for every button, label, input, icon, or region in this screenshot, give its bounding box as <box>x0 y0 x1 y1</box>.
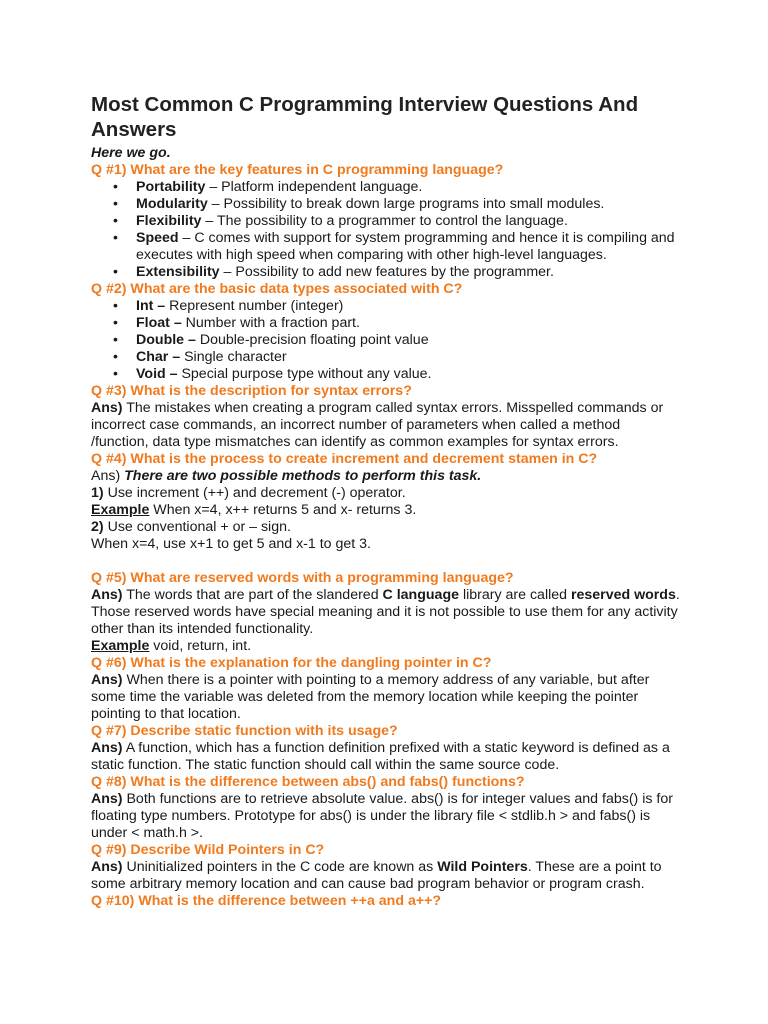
data-type-list <box>91 298 681 383</box>
answer-3: Ans) The mistakes when creating a program called syntax errors. Misspelled commands or incorrect case commands, an incorrect number of parameters when called a method /function, data type mismatches can identify as common examples for syntax errors. <box>91 400 664 450</box>
list-item: • Char – Single character <box>91 349 681 366</box>
list-item: • Flexibility – The possibility to a programmer to control the language. <box>91 213 681 230</box>
list-item: • Void – Special purpose type without any value. <box>91 366 681 383</box>
answer-4-step-2: 2) Use conventional + or – sign. <box>91 519 291 535</box>
intro-text: Here we go. <box>91 145 171 161</box>
list-item: • Portability – Platform independent language. <box>91 179 681 196</box>
feature-list <box>91 179 681 281</box>
answer-5-example: Example void, return, int. <box>91 638 252 654</box>
answer-4-example: Example When x=4, x++ returns 5 and x- returns 3. <box>91 502 417 518</box>
list-item: • Int – Represent number (integer) <box>91 298 681 315</box>
list-item: • Speed – C comes with support for system programming and hence it is compiling and executes with high speed when comparing with other high-level languages. <box>91 230 681 264</box>
answer-4-step-1: 1) Use increment (++) and decrement (-) operator. <box>91 485 406 501</box>
answer-7: Ans) A function, which has a function definition prefixed with a static keyword is defined as a static function. The static function should call within the same source code. <box>91 740 670 773</box>
question-4: Q #4) What is the process to create increment and decrement stamen in C? <box>91 451 598 467</box>
list-item: • Extensibility – Possibility to add new features by the programmer. <box>91 264 681 281</box>
answer-8: Ans) Both functions are to retrieve absolute value. abs() is for integer values and fabs() is for floating type numbers. Prototype for abs() is under the library file < stdlib.h > and fabs() is under < math.h >. <box>91 791 673 841</box>
list-item: • Modularity – Possibility to break down large programs into small modules. <box>91 196 681 213</box>
question-3: Q #3) What is the description for syntax errors? <box>91 383 412 399</box>
answer-5: Ans) The words that are part of the slandered C language library are called reserved words. Those reserved words have special meaning and it is not possible to use them for any activity other than its intended functionality. <box>91 587 680 637</box>
answer-6: Ans) When there is a pointer with pointing to a memory address of any variable, but after some time the variable was deleted from the memory location while keeping the pointer pointing to that location. <box>91 672 650 722</box>
question-7: Q #7) Describe static function with its usage? <box>91 723 398 739</box>
spacer <box>91 553 681 570</box>
list-item: • Float – Number with a fraction part. <box>91 315 681 332</box>
question-10: Q #10) What is the difference between ++a and a++? <box>91 893 442 909</box>
question-9: Q #9) Describe Wild Pointers in C? <box>91 842 325 858</box>
question-8: Q #8) What is the difference between abs() and fabs() functions? <box>91 774 525 790</box>
question-2: Q #2) What are the basic data types associated with C? <box>91 281 463 297</box>
list-item: • Double – Double-precision floating point value <box>91 332 681 349</box>
question-5: Q #5) What are reserved words with a programming language? <box>91 570 514 586</box>
answer-9: Ans) Uninitialized pointers in the C code are known as Wild Pointers. These are a point to some arbitrary memory location and can cause bad program behavior or program crash. <box>91 859 662 892</box>
question-6: Q #6) What is the explanation for the dangling pointer in C? <box>91 655 492 671</box>
document-page <box>91 92 681 910</box>
document-title: Most Common C Programming Interview Questions And Answers <box>91 93 639 141</box>
answer-4-intro: Ans) There are two possible methods to perform this task. <box>91 468 482 484</box>
answer-4-step-2-example: When x=4, use x+1 to get 5 and x-1 to get 3. <box>91 536 371 552</box>
question-1: Q #1) What are the key features in C programming language? <box>91 162 504 178</box>
